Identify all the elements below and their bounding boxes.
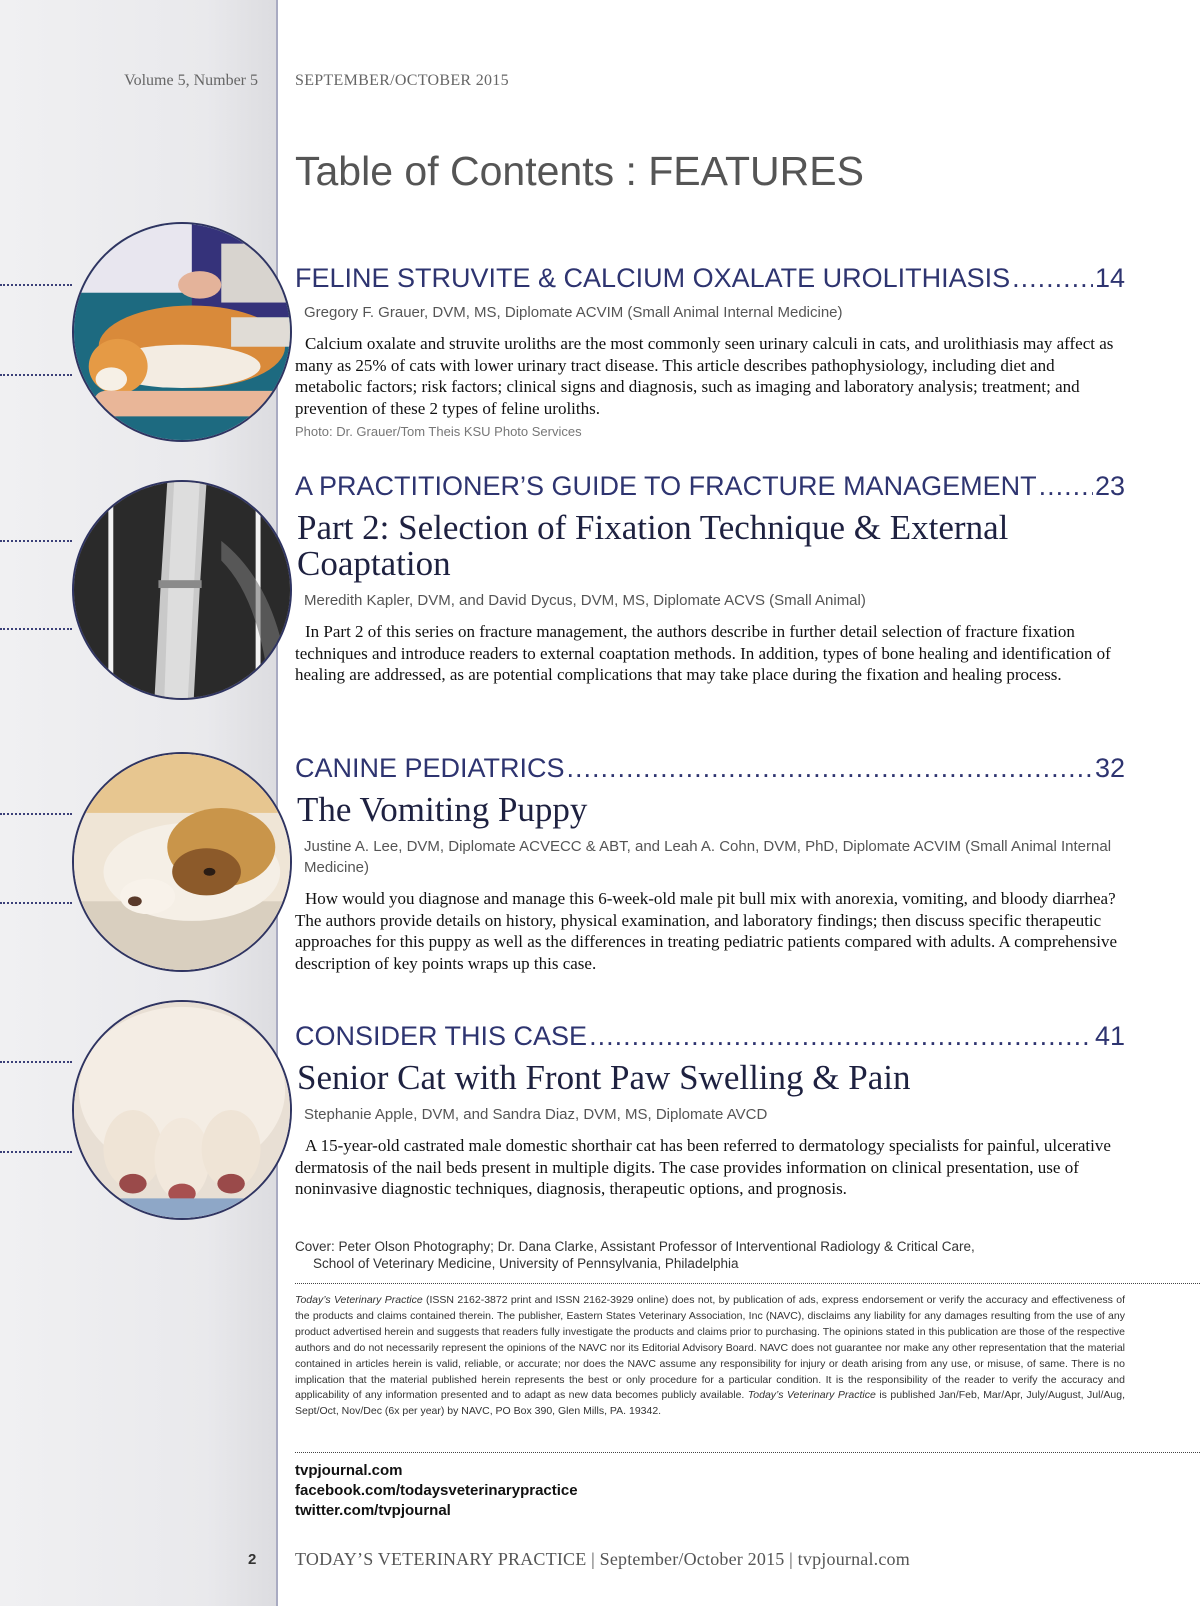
dot-leader <box>1039 470 1093 502</box>
cover-credit <box>295 1238 1125 1272</box>
section-heading[interactable] <box>295 1020 1125 1052</box>
article-abstract: How would you diagnose and manage this 6-week-old male pit bull mix with anorexia, vomiting, and bloody diarrhea? The authors provide details on history, physical examination, and laboratory findings; then discuss specific therapeutic approaches for this puppy as well as the differences in treating pediatric patients compared with adults. A comprehensive description of key points wraps up this case. <box>295 889 1118 973</box>
twitter-link[interactable]: twitter.com/tvpjournal <box>295 1502 451 1519</box>
issue-date: SEPTEMBER/OCTOBER 2015 <box>295 72 509 89</box>
cat-exam-photo <box>72 222 292 442</box>
article-abstract: Calcium oxalate and struvite uroliths are the most commonly seen urinary calculi in cats, and urolithiasis may affect as many as 25% of cats with lower urinary tract disease. This article describes pathophysiology, including diet and metabolic factors; risk factors; clinical signs and diagnosis, such as imaging and laboratory analysis; treatment; and prevention of these 2 types of feline uroliths. <box>295 334 1114 418</box>
dot-leader <box>589 1020 1093 1052</box>
article-authors: Justine A. Lee, DVM, Diplomate ACVECC & ABT, and Leah A. Cohn, DVM, PhD, Diplomate ACVIM (Small Animal Internal Medicine) <box>304 838 1112 876</box>
page-number: 23 <box>1094 471 1125 501</box>
running-footer: TODAY’S VETERINARY PRACTICE | September/October 2015 | tvpjournal.com <box>295 1549 910 1569</box>
section-heading[interactable] <box>295 470 1125 502</box>
cover-credit-line2: School of Veterinary Medicine, University of Pennsylvania, Philadelphia <box>313 1256 739 1271</box>
publication-name: Today’s Veterinary Practice <box>295 1294 423 1306</box>
dot-leader <box>1012 262 1093 294</box>
section-heading[interactable] <box>295 752 1125 784</box>
article-subtitle: Senior Cat with Front Paw Swelling & Pain <box>297 1058 911 1097</box>
feature-entry-consider-this-case[interactable] <box>295 1020 1125 1200</box>
disclaimer-text: (ISSN 2162-3872 print and ISSN 2162-3929 online) does not, by publication of ads, express endorsement or verify the accuracy and effectiveness of the products and claims contained therein. The publisher, Eastern States Veterinary Association, Inc (NAVC), disclaims any liability for any damages resulting from the use of any product advertised herein and suggests that readers fully investigate the products and claims prior to purchasing. The opinions stated in this publication are those of the respective authors and do not necessarily represent the opinions of the NAVC nor its Editorial Advisory Board. NAVC does not guarantee nor make any other representation that the material contained in articles herein is valid, reliable, or accurate; nor does the NAVC assume any responsibility for injury or death arising from any use, or misuse, of same. There is no implication that the material published herein represents the best or only procedure for a particular condition. It is the responsibility of the reader to verify the accuracy and applicability of any information presented and to adapt as new data becomes publicly available. <box>295 1294 1125 1402</box>
article-subtitle: Part 2: Selection of Fixation Technique & External Coaptation <box>297 508 1009 583</box>
website-link[interactable]: tvpjournal.com <box>295 1462 403 1479</box>
volume-number: Volume 5, Number 5 <box>124 72 258 89</box>
dotted-divider <box>295 1283 1200 1284</box>
dotted-leader-line <box>0 284 72 286</box>
dotted-leader-line <box>0 374 72 376</box>
sidebar-divider <box>276 0 278 1606</box>
dotted-leader-line <box>0 540 72 542</box>
cat-paw-photo <box>72 1000 292 1220</box>
fracture-radiograph-image <box>72 480 292 700</box>
page-number-footer: 2 <box>248 1551 257 1568</box>
article-authors: Meredith Kapler, DVM, and David Dycus, DVM, MS, Diplomate ACVS (Small Animal) <box>304 592 866 609</box>
disclaimer-text-end: is published Jan/Feb, Mar/Apr, July/August, Jul/Aug, Sept/Oct, Nov/Dec (6x per year) by NAVC, PO Box 390, Glen Mills, PA. 19342. <box>295 1389 1125 1418</box>
page-number: 41 <box>1094 1021 1125 1051</box>
publication-disclaimer <box>295 1293 1125 1420</box>
publication-name: Today’s Veterinary Practice <box>747 1389 876 1402</box>
dot-leader <box>567 752 1093 784</box>
social-links <box>295 1461 578 1521</box>
dotted-divider <box>295 1452 1200 1453</box>
facebook-link[interactable]: facebook.com/todaysveterinarypractice <box>295 1482 578 1499</box>
article-abstract: A 15-year-old castrated male domestic shorthair cat has been referred to dermatology specialists for painful, ulcerative dermatosis of the nail beds present in multiple digits. The case provides information on clinical presentation, use of noninvasive diagnostic techniques, diagnosis, therapeutic options, and prognosis. <box>295 1136 1111 1198</box>
page-number: 32 <box>1094 753 1125 783</box>
section-title: A PRACTITIONER’S GUIDE TO FRACTURE MANAGEMENT <box>295 471 1037 501</box>
article-authors: Stephanie Apple, DVM, and Sandra Diaz, DVM, MS, Diplomate AVCD <box>304 1106 768 1123</box>
dotted-leader-line <box>0 1061 72 1063</box>
dotted-leader-line <box>0 628 72 630</box>
page-title: Table of Contents : FEATURES <box>295 148 864 194</box>
article-abstract: In Part 2 of this series on fracture management, the authors describe in further detail selection of fracture fixation techniques and introduce readers to external coaptation methods. In addition, types of bone healing and identification of healing are addressed, as are potential complications that may take place during the fixation and healing process. <box>295 622 1111 684</box>
feature-entry-fracture-management[interactable] <box>295 470 1125 686</box>
page-number: 14 <box>1094 263 1125 293</box>
article-subtitle: The Vomiting Puppy <box>297 790 588 829</box>
section-title: FELINE STRUVITE & CALCIUM OXALATE UROLITHIASIS <box>295 263 1011 293</box>
cover-credit-line1: Cover: Peter Olson Photography; Dr. Dana Clarke, Assistant Professor of Interventional Radiology & Critical Care, <box>295 1239 975 1254</box>
dotted-leader-line <box>0 902 72 904</box>
section-title: CONSIDER THIS CASE <box>295 1021 588 1051</box>
section-title: CANINE PEDIATRICS <box>295 753 565 783</box>
puppy-photo <box>72 752 292 972</box>
feature-entry-urolithiasis[interactable] <box>295 262 1125 439</box>
feature-entry-canine-pediatrics[interactable] <box>295 752 1125 974</box>
section-heading[interactable] <box>295 262 1125 294</box>
dotted-leader-line <box>0 1151 72 1153</box>
dotted-leader-line <box>0 813 72 815</box>
photo-credit: Photo: Dr. Grauer/Tom Theis KSU Photo Services <box>295 424 582 439</box>
article-authors: Gregory F. Grauer, DVM, MS, Diplomate ACVIM (Small Animal Internal Medicine) <box>304 304 843 321</box>
